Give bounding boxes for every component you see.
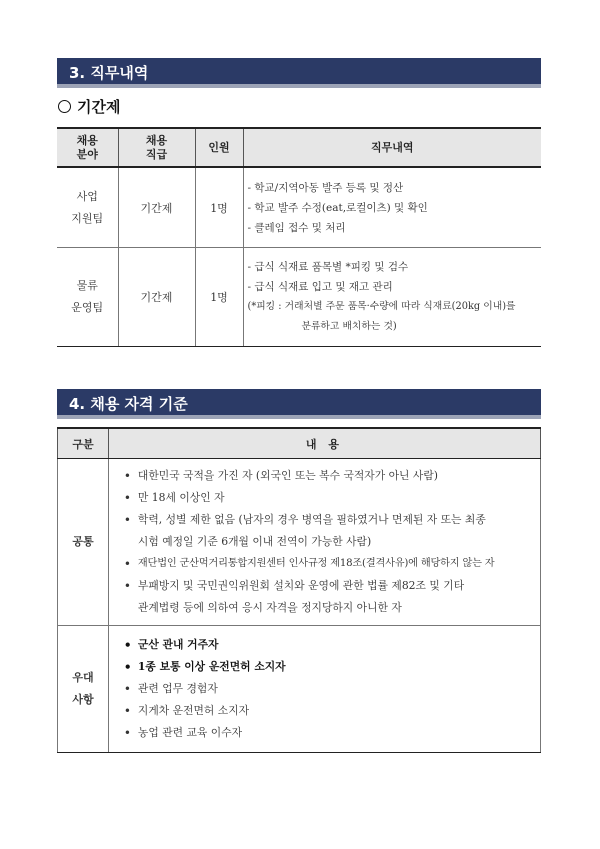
duty-note: (*피킹 : 거래처별 주문 품목·수량에 따라 식재료(20kg 이내)를 [247, 301, 516, 312]
table-row [57, 248, 541, 347]
header-content: 내 용 [108, 428, 540, 459]
header-count: 인원 [195, 128, 243, 167]
qualification-table-header [58, 428, 541, 459]
duty-item: - 학교/지역아동 발주 등록 및 정산 [247, 181, 404, 194]
row-grade: 기간제 [118, 167, 195, 248]
subheading-text: 기간제 [77, 98, 121, 116]
row-count: 1명 [195, 167, 243, 248]
table-row [57, 167, 541, 248]
row-label-common: 공통 [58, 459, 109, 626]
list-item: • 1종 보통 이상 운전면허 소지자 [116, 656, 539, 678]
table-row [58, 459, 541, 626]
duty-item: - 클레임 접수 및 처리 [247, 221, 346, 234]
circle-icon [58, 100, 71, 113]
section-3-title: 3. 직무내역 [69, 64, 149, 82]
duties-table [57, 127, 541, 347]
header-duties: 직무내역 [243, 128, 541, 167]
duty-note: 분류하고 배치하는 것) [301, 321, 397, 332]
row-label-preference: 우대 사항 [58, 626, 109, 753]
row-duties [243, 167, 541, 248]
header-category: 구분 [58, 428, 109, 459]
row-field: 물류 운영팀 [57, 248, 118, 347]
duty-item: - 급식 식재료 입고 및 재고 관리 [247, 281, 393, 293]
row-grade: 기간제 [118, 248, 195, 347]
header-field: 채용 분야 [57, 128, 118, 167]
table-row [58, 626, 541, 753]
duty-item: - 급식 식재료 품목별 *피킹 및 검수 [247, 261, 409, 273]
subheading-fixed-term [58, 96, 120, 117]
list-item: • 부패방지 및 국민권익위원회 설치와 운영에 관한 법률 제82조 및 기타 관계법령 등에 의하여 응시 자격을 정지당하지 아니한 자 [116, 575, 539, 619]
row-count: 1명 [195, 248, 243, 347]
list-item: • 만 18세 이상인 자 [116, 487, 539, 509]
section-4-title: 4. 채용 자격 기준 [69, 395, 188, 413]
list-item: • 재단법인 군산먹거리통합지원센터 인사규정 제18조(결격사유)에 해당하지 않는 자 [116, 553, 539, 575]
preference-content [108, 626, 540, 753]
list-item: • 학력, 성별 제한 없음 (남자의 경우 병역을 필하였거나 면제된 자 또는 최종 시험 예정일 기준 6개월 이내 전역이 가능한 사람) [116, 509, 539, 553]
row-duties [243, 248, 541, 347]
list-item: • 군산 관내 거주자 [116, 634, 539, 656]
section-4-header [57, 389, 541, 419]
row-field: 사업 지원팀 [57, 167, 118, 248]
common-content [108, 459, 540, 626]
duty-item: - 학교 발주 수정(eat,로컬이츠) 및 확인 [247, 201, 428, 214]
duties-table-header [57, 128, 541, 167]
list-item: • 대한민국 국적을 가진 자 (외국인 또는 복수 국적자가 아닌 사람) [116, 465, 539, 487]
list-item: • 농업 관련 교육 이수자 [116, 722, 539, 744]
list-item: • 지게차 운전면허 소지자 [116, 700, 539, 722]
list-item: • 관련 업무 경험자 [116, 678, 539, 700]
section-3-header [57, 58, 541, 88]
header-grade: 채용 직급 [118, 128, 195, 167]
qualification-table [57, 427, 541, 753]
